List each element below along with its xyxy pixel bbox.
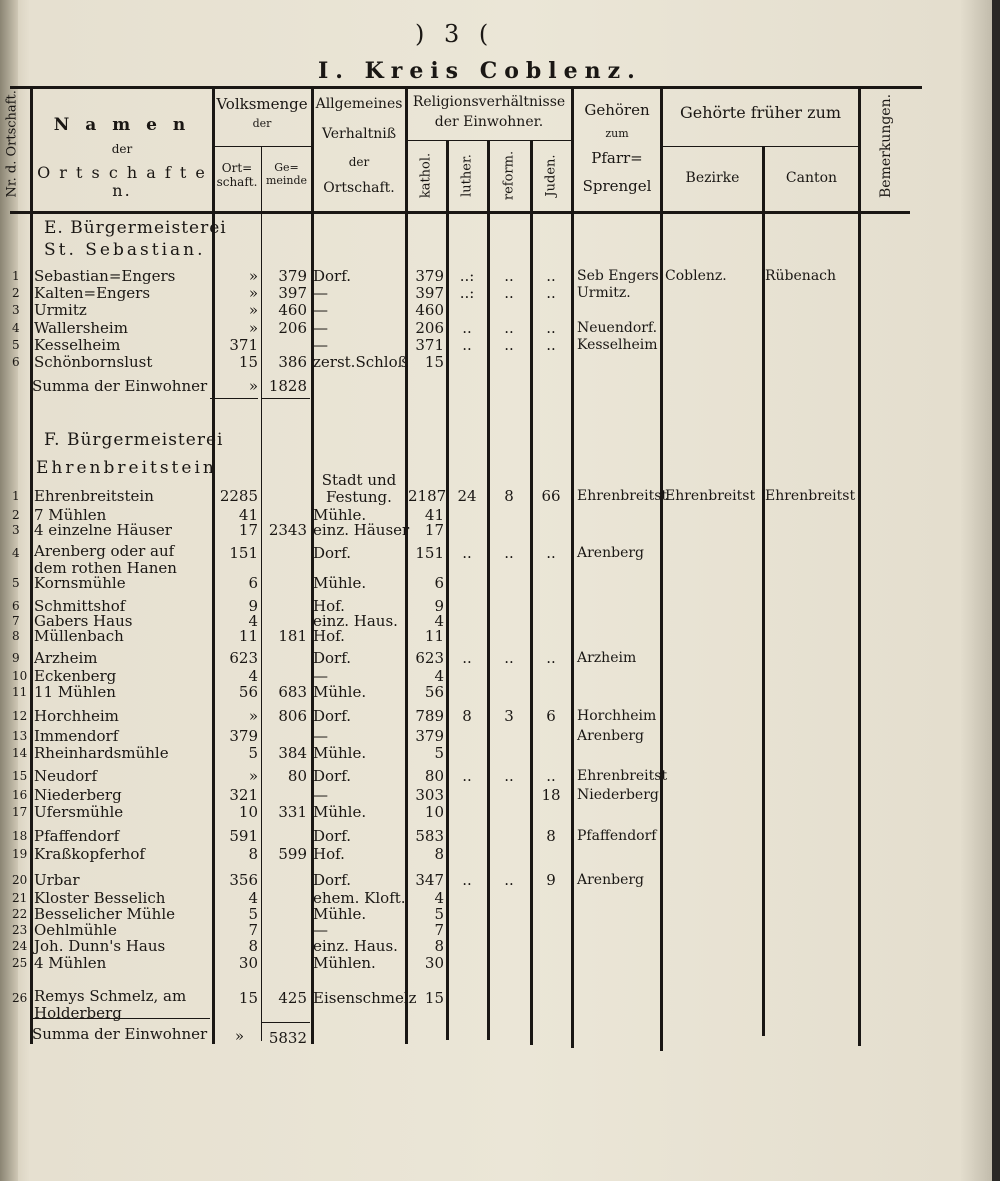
cell-ref: .. (504, 336, 514, 354)
cell-name: Arzheim (34, 649, 98, 667)
cell-ref: 8 (504, 487, 514, 505)
cell-pfarr: Urmitz. (577, 285, 631, 301)
header-namen-der: der (111, 142, 133, 156)
cell-ort: 41 (238, 506, 258, 524)
cell-nr: 6 (12, 599, 20, 613)
header-allg-der: der (348, 155, 370, 169)
page-number: ) 3 ( (415, 20, 495, 48)
cell-bez: Coblenz. (665, 268, 727, 284)
header-religion: Religionsverhältnisse (412, 94, 566, 110)
cell-luth: ..: (459, 284, 475, 302)
header-verhaltniss: Verhaltniß (321, 126, 397, 142)
cell-kath: 397 (415, 284, 444, 302)
cell-kath: 10 (424, 803, 444, 821)
cell-name: Müllenbach (34, 627, 124, 645)
cell-allg: Mühle. (313, 574, 367, 592)
cell-kath: 4 (434, 612, 444, 630)
cell-gem: 2343 (268, 521, 307, 539)
cell-ort: » (248, 767, 258, 785)
cell-jud: .. (546, 319, 556, 337)
cell-kath: 5 (434, 744, 444, 762)
cell-allg: Dorf. (313, 767, 352, 785)
cell-kath: 41 (424, 506, 444, 524)
cell-name: Pfaffendorf (34, 827, 120, 845)
cell-kath: 17 (424, 521, 444, 539)
cell-name: Oehlmühle (34, 921, 117, 939)
cell-name: Kraßkopferhof (34, 845, 145, 863)
cell-jud: .. (546, 544, 556, 562)
cell-nr: 11 (12, 685, 28, 699)
cell-kath: 789 (415, 707, 444, 725)
cell-luth: 8 (462, 707, 472, 725)
cell-name: 4 Mühlen (34, 954, 107, 972)
header-canton: Canton (785, 170, 838, 186)
cell-allg: Mühle. (313, 683, 367, 701)
cell-ort: 371 (229, 336, 258, 354)
cell-nr: 14 (12, 746, 28, 760)
header-volk-der: der (252, 117, 272, 130)
col-rule (660, 86, 663, 1051)
cell-allg: Stadt und Festung. (321, 471, 397, 506)
header-zum: zum (605, 127, 629, 140)
cell-pfarr: Ehrenbreitst (577, 488, 668, 504)
cell-gem: 806 (278, 707, 307, 725)
cell-allg: Dorf. (313, 544, 352, 562)
cell-pfarr: Niederberg (577, 787, 659, 803)
cell-ref: .. (504, 767, 514, 785)
cell-ref: .. (504, 649, 514, 667)
header-religion-der: der Einwohner. (434, 114, 544, 130)
cell-jud: 8 (546, 827, 556, 845)
cell-ort: » (248, 707, 258, 725)
cell-allg: Eisenschmelz (313, 989, 417, 1007)
cell-kath: 623 (415, 649, 444, 667)
cell-gem: 80 (287, 767, 307, 785)
cell-gem: 384 (278, 744, 307, 762)
cell-ref: .. (504, 319, 514, 337)
cell-allg: — (313, 336, 328, 354)
cell-gem: 683 (278, 683, 307, 701)
cell-jud: .. (546, 649, 556, 667)
cell-jud: 9 (546, 871, 556, 889)
cell-nr: 2 (12, 286, 20, 300)
cell-jud: .. (546, 336, 556, 354)
cell-name: Niederberg (34, 786, 122, 804)
cell-ort: » (248, 319, 258, 337)
cell-allg: Dorf. (313, 267, 352, 285)
cell-luth: ..: (459, 267, 475, 285)
cell-pfarr: Arenberg (577, 545, 645, 561)
cell-jud: 6 (546, 707, 556, 725)
header-juden: Juden. (543, 154, 559, 197)
header-bemerkungen: Bemerkungen. (878, 93, 894, 198)
cell-gem: 181 (278, 627, 307, 645)
cell-ort: 321 (229, 786, 258, 804)
cell-name: Kloster Besselich (34, 889, 166, 907)
cell-name: Horchheim (34, 707, 119, 725)
cell-allg: Dorf. (313, 871, 352, 889)
cell-name: 11 Mühlen (34, 683, 116, 701)
religion-sub-rule (407, 140, 571, 141)
cell-allg: Hof. (313, 845, 345, 863)
header-kathol: kathol. (418, 152, 434, 199)
cell-kath: 30 (424, 954, 444, 972)
header-ortschaft-allg: Ortschaft. (323, 180, 395, 196)
cell-kath: 4 (434, 667, 444, 685)
cell-allg: — (313, 301, 328, 319)
cell-ort: 4 (248, 612, 258, 630)
cell-ort: 15 (238, 353, 258, 371)
section-f-sum-ort: » (234, 1027, 244, 1045)
cell-nr: 8 (12, 629, 20, 643)
cell-allg: Mühle. (313, 803, 367, 821)
cell-allg: einz. Haus. (313, 612, 398, 630)
cell-kath: 303 (415, 786, 444, 804)
cell-gem: 386 (278, 353, 307, 371)
cell-ort: 2285 (219, 487, 258, 505)
cell-name: Schönbornslust (34, 353, 153, 371)
cell-kath: 7 (434, 921, 444, 939)
cell-ort: 591 (229, 827, 258, 845)
cell-ref: .. (504, 267, 514, 285)
cell-canton: Ehrenbreitst (765, 488, 856, 504)
cell-nr: 5 (12, 338, 20, 352)
cell-nr: 6 (12, 355, 20, 369)
frueher-sub-rule (662, 146, 858, 147)
cell-ort: 4 (248, 889, 258, 907)
volk-sub-rule (213, 146, 311, 147)
cell-nr: 17 (12, 805, 28, 819)
cell-ort: 6 (248, 574, 258, 592)
header-reform: reform. (501, 150, 517, 201)
cell-allg: Mühle. (313, 744, 367, 762)
cell-nr: 26 (12, 991, 28, 1005)
cell-nr: 3 (12, 523, 20, 537)
cell-ort: » (248, 284, 258, 302)
cell-ort: » (248, 301, 258, 319)
cell-ort: 8 (248, 937, 258, 955)
cell-allg: Mühle. (313, 905, 367, 923)
section-f-subtitle: Ehrenbreitstein (36, 458, 217, 478)
cell-pfarr: Arenberg (577, 728, 645, 744)
cell-kath: 5 (434, 905, 444, 923)
cell-ort: 151 (229, 544, 258, 562)
cell-name: Sebastian=Engers (34, 267, 176, 285)
cell-allg: — (313, 284, 328, 302)
header-sprengel: Sprengel (582, 177, 652, 195)
cell-kath: 371 (415, 336, 444, 354)
table-top-rule (10, 86, 922, 89)
cell-name: Arenberg oder auf dem rothen Hanen (34, 542, 177, 577)
cell-allg: einz. Häuser (313, 521, 410, 539)
cell-pfarr: Arzheim (577, 650, 637, 666)
cell-pfarr: Horchheim (577, 708, 657, 724)
cell-allg: Hof. (313, 627, 345, 645)
cell-gem: 599 (278, 845, 307, 863)
cell-kath: 2187 (408, 487, 447, 505)
col-rule (571, 86, 574, 1048)
cell-nr: 4 (12, 546, 20, 560)
cell-ort: 7 (248, 921, 258, 939)
cell-kath: 583 (415, 827, 444, 845)
cell-nr: 9 (12, 651, 20, 665)
cell-ort: 379 (229, 727, 258, 745)
cell-allg: Mühlen. (313, 954, 376, 972)
page-edge (992, 0, 1000, 1181)
header-ortschaft: Ort= schaft. (216, 161, 258, 189)
cell-name: Ehrenbreitstein (34, 487, 154, 505)
cell-gem: 425 (278, 989, 307, 1007)
cell-name: Neudorf (34, 767, 98, 785)
col-rule (858, 86, 861, 1046)
header-pfarr: Pfarr= (591, 149, 643, 167)
cell-name: Kalten=Engers (34, 284, 151, 302)
cell-luth: .. (462, 319, 472, 337)
cell-kath: 460 (415, 301, 444, 319)
cell-nr: 18 (12, 829, 28, 843)
cell-gem: 379 (278, 267, 307, 285)
cell-ort: » (248, 267, 258, 285)
header-bottom-rule (10, 211, 910, 214)
cell-kath: 347 (415, 871, 444, 889)
cell-name: Rheinhardsmühle (34, 744, 169, 762)
cell-kath: 206 (415, 319, 444, 337)
cell-nr: 5 (12, 576, 20, 590)
header-allgemeines: Allgemeines (315, 96, 403, 112)
cell-allg: Dorf. (313, 827, 352, 845)
cell-allg: — (313, 786, 328, 804)
cell-gem: 460 (278, 301, 307, 319)
cell-ort: 5 (248, 905, 258, 923)
cell-ref: .. (504, 871, 514, 889)
cell-kath: 11 (424, 627, 444, 645)
cell-name: Eckenberg (34, 667, 117, 685)
cell-pfarr: Seb Engers (577, 268, 659, 284)
cell-gem: 331 (278, 803, 307, 821)
cell-kath: 379 (415, 727, 444, 745)
cell-allg: ehem. Kloft. (313, 889, 406, 907)
cell-kath: 56 (424, 683, 444, 701)
header-nr: Nr. d. Ortschaft. (4, 90, 20, 198)
cell-luth: .. (462, 336, 472, 354)
cell-ort: 5 (248, 744, 258, 762)
cell-nr: 21 (12, 891, 28, 905)
cell-pfarr: Ehrenbreitst (577, 768, 668, 784)
cell-ort: 356 (229, 871, 258, 889)
cell-ort: 9 (248, 597, 258, 615)
section-f-title: F. Bürgermeisterei (44, 430, 224, 450)
cell-name: Immendorf (34, 727, 119, 745)
cell-nr: 1 (12, 269, 20, 283)
cell-allg: — (313, 727, 328, 745)
cell-jud: 18 (541, 786, 561, 804)
header-ortschaften: O r t s c h a f t e n. (37, 163, 207, 201)
cell-nr: 4 (12, 321, 20, 335)
cell-ort: 4 (248, 667, 258, 685)
section-e-sum-ort: » (248, 377, 258, 395)
cell-name: Joh. Dunn's Haus (34, 937, 166, 955)
section-e-subtitle: St. Sebastian. (44, 240, 206, 260)
cell-name: Wallersheim (34, 319, 128, 337)
cell-jud: 66 (541, 487, 561, 505)
cell-kath: 8 (434, 845, 444, 863)
cell-pfarr: Pfaffendorf (577, 828, 657, 844)
cell-allg: zerst.Schloß (313, 353, 408, 371)
cell-name: Urbar (34, 871, 80, 889)
section-e-sum-gem: 1828 (268, 377, 307, 395)
cell-gem: 397 (278, 284, 307, 302)
cell-pfarr: Arenberg (577, 872, 645, 888)
cell-nr: 25 (12, 956, 28, 970)
cell-kath: 15 (424, 353, 444, 371)
section-e-sum-label: Summa der Einwohner (32, 377, 208, 395)
cell-ort: 17 (238, 521, 258, 539)
col-rule (261, 146, 262, 1041)
cell-kath: 15 (424, 989, 444, 1007)
cell-nr: 16 (12, 788, 28, 802)
section-f-sum-label: Summa der Einwohner (32, 1025, 208, 1043)
cell-allg: Dorf. (313, 649, 352, 667)
cell-kath: 80 (424, 767, 444, 785)
cell-luth: .. (462, 649, 472, 667)
cell-kath: 151 (415, 544, 444, 562)
cell-name: Kesselheim (34, 336, 121, 354)
cell-name: Kornsmühle (34, 574, 126, 592)
header-gemeinde: Ge= meinde (265, 161, 308, 187)
cell-name: Gabers Haus (34, 612, 133, 630)
cell-jud: .. (546, 767, 556, 785)
cell-kath: 4 (434, 889, 444, 907)
cell-nr: 23 (12, 923, 28, 937)
cell-ref: 3 (504, 707, 514, 725)
cell-nr: 7 (12, 614, 20, 628)
cell-ort: 56 (238, 683, 258, 701)
cell-name: 4 einzelne Häuser (34, 521, 172, 539)
cell-nr: 15 (12, 769, 28, 783)
cell-kath: 9 (434, 597, 444, 615)
cell-nr: 20 (12, 873, 28, 887)
cell-ort: 8 (248, 845, 258, 863)
cell-nr: 1 (12, 489, 20, 503)
header-frueher: Gehörte früher zum (679, 103, 842, 122)
header-bezirke: Bezirke (685, 170, 740, 186)
cell-luth: .. (462, 544, 472, 562)
cell-pfarr: Neuendorf. (577, 320, 658, 336)
cell-nr: 10 (12, 669, 28, 683)
cell-kath: 6 (434, 574, 444, 592)
cell-ref: .. (504, 284, 514, 302)
cell-allg: — (313, 667, 328, 685)
col-rule (30, 86, 33, 1044)
cell-jud: .. (546, 284, 556, 302)
cell-ref: .. (504, 544, 514, 562)
cell-nr: 3 (12, 303, 20, 317)
cell-ort: 11 (238, 627, 258, 645)
section-f-sum-gem: 5832 (268, 1029, 307, 1047)
cell-allg: Mühle. (313, 506, 367, 524)
cell-ort: 623 (229, 649, 258, 667)
cell-ort: 10 (238, 803, 258, 821)
cell-nr: 24 (12, 939, 28, 953)
cell-name: Ufersmühle (34, 803, 124, 821)
cell-kath: 8 (434, 937, 444, 955)
header-namen: N a m e n (53, 115, 191, 135)
cell-kath: 379 (415, 267, 444, 285)
header-volksmenge: Volksmenge (216, 95, 308, 113)
cell-name: Urmitz (34, 301, 87, 319)
header-gehoeren: Gehören (584, 101, 650, 119)
section-e-title: E. Bürgermeisterei (44, 218, 227, 238)
cell-allg: — (313, 921, 328, 939)
cell-name: Schmittshof (34, 597, 126, 615)
cell-nr: 13 (12, 729, 28, 743)
header-luther: luther. (459, 154, 475, 197)
cell-ort: 30 (238, 954, 258, 972)
cell-nr: 19 (12, 847, 28, 861)
cell-gem: 206 (278, 319, 307, 337)
cell-ort: 15 (238, 989, 258, 1007)
cell-canton: Rübenach (765, 268, 837, 284)
cell-allg: — (313, 319, 328, 337)
page-title: I. Kreis Coblenz. (318, 58, 642, 84)
cell-luth: .. (462, 767, 472, 785)
cell-name: Besselicher Mühle (34, 905, 175, 923)
cell-nr: 12 (12, 709, 28, 723)
cell-nr: 2 (12, 508, 20, 522)
cell-luth: .. (462, 871, 472, 889)
cell-allg: Hof. (313, 597, 345, 615)
cell-allg: einz. Haus. (313, 937, 398, 955)
cell-name: Remys Schmelz, am Holderberg (34, 987, 187, 1022)
cell-bez: Ehrenbreitst (665, 488, 756, 504)
cell-luth: 24 (457, 487, 477, 505)
cell-allg: Dorf. (313, 707, 352, 725)
cell-jud: .. (546, 267, 556, 285)
cell-nr: 22 (12, 907, 28, 921)
cell-pfarr: Kesselheim (577, 337, 658, 353)
cell-name: 7 Mühlen (34, 506, 107, 524)
